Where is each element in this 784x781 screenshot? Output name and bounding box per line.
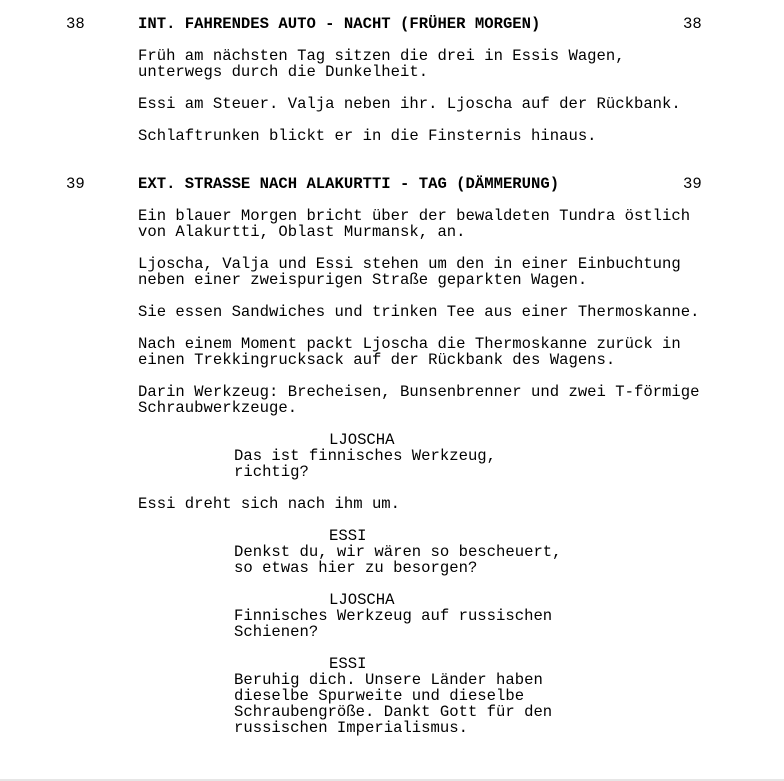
dialogue-text: Denkst du, wir wären so bescheuert, so etwas hier zu besorgen? [234, 543, 562, 577]
scene-number-left: 38 [66, 15, 85, 33]
scene-heading: INT. FAHRENDES AUTO - NACHT (FRÜHER MORGEN) [138, 15, 541, 33]
character-name: ESSI [329, 527, 367, 545]
scene-number-right: 38 [683, 15, 702, 33]
action-text: Nach einem Moment packt Ljoscha die Thermoskanne zurück in einen Trekkingrucksack auf der Rückbank des Wagens. [138, 335, 681, 369]
action-text: Essi dreht sich nach ihm um. [138, 495, 401, 513]
action-text: Darin Werkzeug: Brecheisen, Bunsenbrenner und zwei T-förmige Schraubwerkzeuge. [138, 383, 700, 417]
action-text: Ein blauer Morgen bricht über der bewaldeten Tundra östlich von Alakurtti, Oblast Murmansk, an. [138, 207, 691, 241]
action-text: Früh am nächsten Tag sitzen die drei in Essis Wagen, unterwegs durch die Dunkelheit. [138, 47, 625, 81]
scene-number-right: 39 [683, 175, 702, 193]
action-text: Essi am Steuer. Valja neben ihr. Ljoscha auf der Rückbank. [138, 95, 681, 113]
action-text: Sie essen Sandwiches und trinken Tee aus einer Thermoskanne. [138, 303, 700, 321]
scene-heading: EXT. STRASSE NACH ALAKURTTI - TAG (DÄMMERUNG) [138, 175, 560, 193]
character-name: LJOSCHA [329, 591, 395, 609]
character-name: ESSI [329, 655, 367, 673]
dialogue-text: Finnisches Werkzeug auf russischen Schienen? [234, 607, 553, 641]
action-text: Schlaftrunken blickt er in die Finsternis hinaus. [138, 127, 597, 145]
scene-number-left: 39 [66, 175, 85, 193]
character-name: LJOSCHA [329, 431, 395, 449]
dialogue-text: Beruhig dich. Unsere Länder haben dieselbe Spurweite und dieselbe Schraubengröße. Dankt Gott für den russischen Imperialismus. [234, 671, 553, 737]
action-text: Ljoscha, Valja und Essi stehen um den in einer Einbuchtung neben einer zweispurigen Straße geparkten Wagen. [138, 255, 681, 289]
dialogue-text: Das ist finnisches Werkzeug, richtig? [234, 447, 497, 481]
